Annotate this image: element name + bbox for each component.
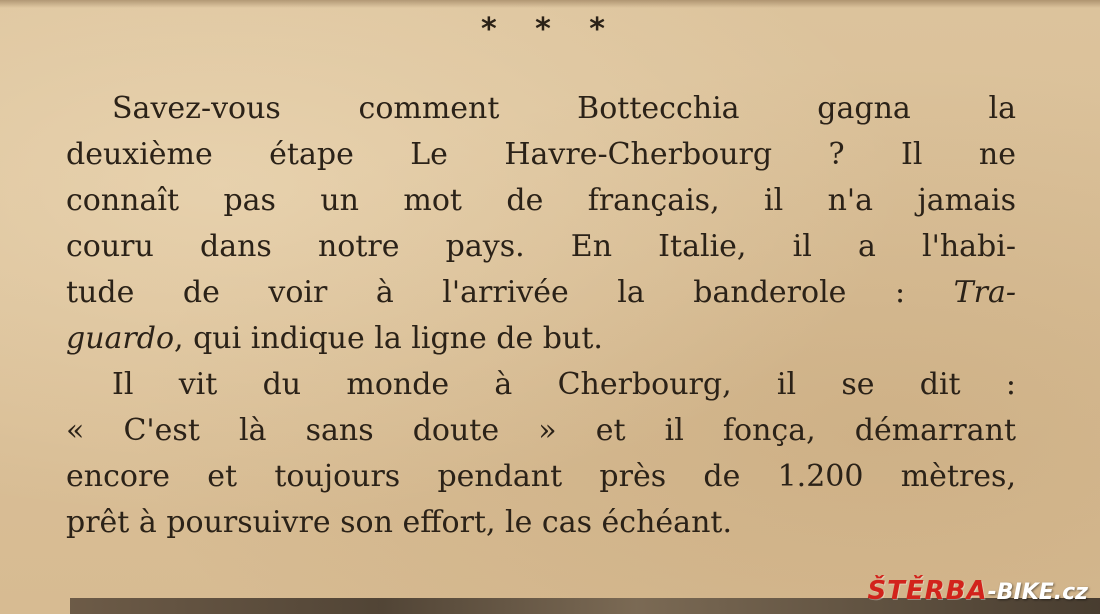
text-line: connaît pas un mot de français, il n'a jamais	[66, 183, 1016, 218]
text-line: Savez-vous comment Bottecchia gagna la	[112, 91, 1016, 126]
section-separator: * * *	[481, 12, 619, 47]
text-segment: tude de voir à l'arrivée la banderole :	[66, 275, 906, 310]
text-line: prêt à poursuivre son effort, le cas échéant.	[66, 505, 732, 540]
text-segment: , qui indique la ligne de but.	[174, 321, 603, 356]
text-line: « C'est là sans doute » et il fonça, démarrant	[66, 413, 1016, 448]
text-line: encore et toujours pendant près de 1.200 mètres,	[66, 459, 1016, 494]
watermark-brand: ŠTĚRBA	[867, 576, 988, 606]
page-top-shadow	[0, 0, 1100, 8]
text-line: couru dans notre pays. En Italie, il a l'habi-	[66, 229, 1016, 264]
text-line: Il vit du monde à Cherbourg, il se dit :	[112, 367, 1016, 402]
paragraph-2	[66, 362, 1016, 546]
text-line-mixed	[66, 316, 1016, 362]
watermark-suffix: -BIKE.cz	[987, 580, 1088, 605]
text-line: deuxième étape Le Havre-Cherbourg ? Il ne	[66, 137, 1016, 172]
article-text	[66, 86, 1016, 546]
italic-word: guardo	[66, 321, 175, 356]
paragraph-1	[66, 86, 1016, 362]
site-watermark	[867, 574, 1088, 608]
text-line-mixed	[66, 270, 1016, 316]
italic-word: Tra-	[953, 275, 1016, 310]
